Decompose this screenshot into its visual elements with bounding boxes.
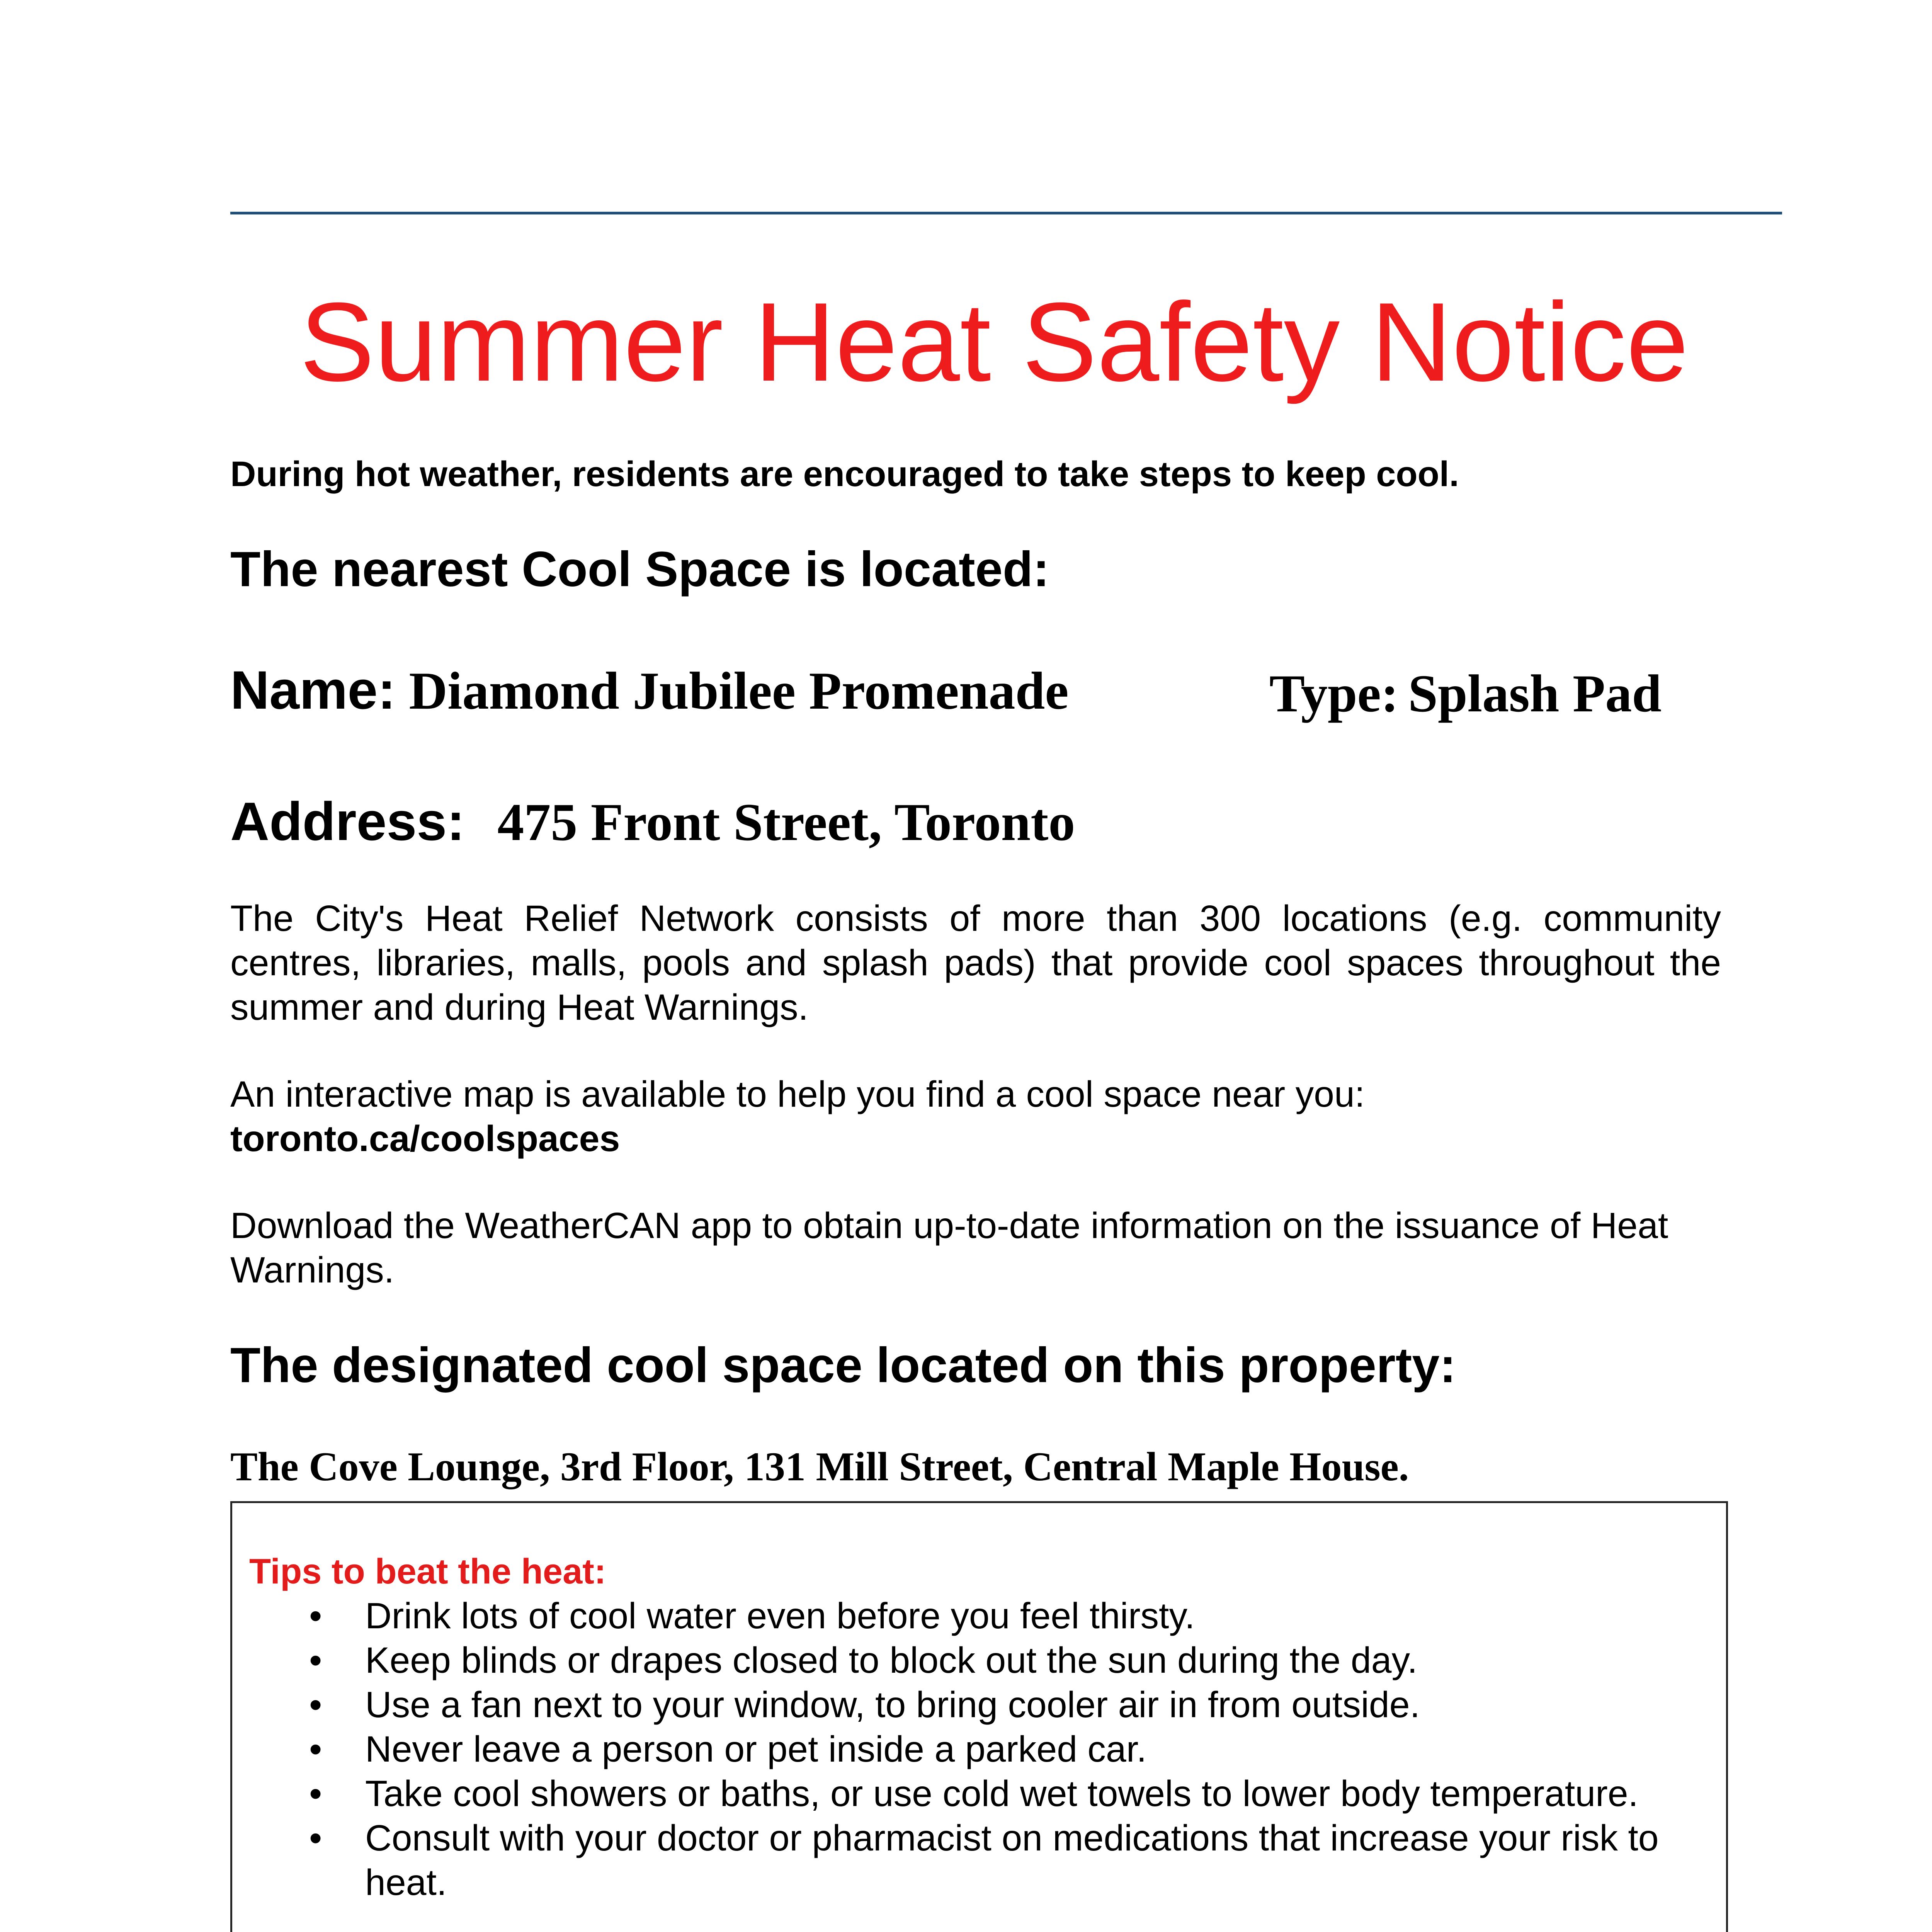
bullet-icon: •: [309, 1818, 322, 1859]
designated-heading: The designated cool space located on this property:: [230, 1338, 1456, 1393]
bullet-icon: •: [309, 1595, 322, 1636]
type-row: [1269, 663, 1662, 724]
address-label: Address:: [230, 791, 465, 852]
list-item: [309, 1727, 1716, 1772]
map-paragraph: [230, 1072, 1721, 1161]
bullet-icon: •: [309, 1684, 322, 1725]
tips-list: [309, 1594, 1716, 1905]
nearest-heading: The nearest Cool Space is located:: [230, 542, 1049, 597]
list-item: [309, 1816, 1716, 1905]
list-item: [309, 1594, 1716, 1638]
list-item: [309, 1772, 1716, 1816]
map-text: An interactive map is available to help you find a cool space near you:: [230, 1074, 1365, 1115]
intro-text: During hot weather, residents are encouraged to take steps to keep cool.: [230, 454, 1459, 494]
type-label: Type:: [1269, 664, 1399, 723]
tip-text: Consult with your doctor or pharmacist on medications that increase your risk to heat.: [365, 1818, 1659, 1903]
tip-text: Keep blinds or drapes closed to block out the sun during the day.: [365, 1640, 1418, 1681]
map-link[interactable]: toronto.ca/coolspaces: [230, 1118, 620, 1159]
top-rule: [230, 212, 1782, 214]
name-value: Diamond Jubilee Promenade: [409, 661, 1069, 720]
address-row: [230, 790, 1075, 853]
tip-text: Use a fan next to your window, to bring cooler air in from outside.: [365, 1684, 1420, 1725]
network-paragraph: The City's Heat Relief Network consists of more than 300 locations (e.g. community centres, libraries, malls, pools and splash pads) that provide cool spaces throughout the summer and during Heat Warnings.: [230, 898, 1721, 1028]
name-row: [230, 659, 1069, 721]
address-value: 475 Front Street, Toronto: [497, 793, 1075, 852]
tips-title: Tips to beat the heat:: [249, 1552, 606, 1591]
bullet-icon: •: [309, 1640, 322, 1681]
tip-text: Never leave a person or pet inside a parked car.: [365, 1729, 1147, 1770]
designated-location: The Cove Lounge, 3rd Floor, 131 Mill Street, Central Maple House.: [230, 1444, 1409, 1489]
tip-text: Drink lots of cool water even before you feel thirsty.: [365, 1595, 1195, 1636]
tip-text: Take cool showers or baths, or use cold wet towels to lower body temperature.: [365, 1773, 1638, 1814]
page-title: Summer Heat Safety Notice: [299, 279, 1689, 405]
type-value: Splash Pad: [1408, 664, 1662, 723]
list-item: [309, 1638, 1716, 1683]
list-item: [309, 1683, 1716, 1727]
name-label: Name:: [230, 660, 396, 720]
bullet-icon: •: [309, 1773, 322, 1814]
bullet-icon: •: [309, 1729, 322, 1770]
app-paragraph: Download the WeatherCAN app to obtain up-to-date information on the issuance of Heat Warnings.: [230, 1205, 1668, 1291]
